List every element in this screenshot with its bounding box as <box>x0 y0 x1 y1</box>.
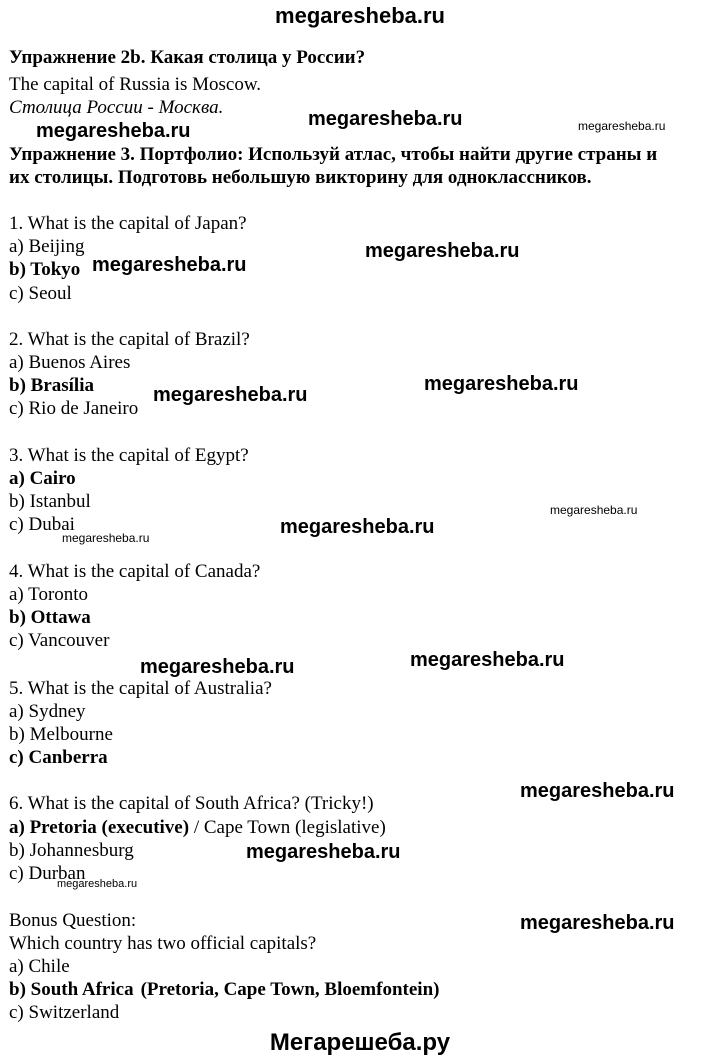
watermark: megaresheba.ru <box>280 516 435 538</box>
quiz-question-2: 2. What is the capital of Brazil? <box>9 329 250 350</box>
exercise-3-title-line2: их столицы. Подготовь небольшую викторину для одноклассников. <box>9 167 592 188</box>
watermark: megaresheba.ru <box>153 384 308 406</box>
watermark: megaresheba.ru <box>57 878 138 890</box>
bonus-option-b-correct: b) South Africa <box>9 979 134 1000</box>
watermark: megaresheba.ru <box>62 531 150 545</box>
bonus-question: Which country has two official capitals? <box>9 933 317 954</box>
quiz-6-option-c: c) Durban <box>9 863 86 884</box>
bonus-option-b <box>9 978 439 1001</box>
quiz-question-1: 1. What is the capital of Japan? <box>9 213 247 234</box>
quiz-5-option-b: b) Melbourne <box>9 724 113 745</box>
quiz-6-option-a-correct: a) Pretoria (executive) <box>9 817 190 838</box>
bonus-option-a: a) Chile <box>9 956 70 977</box>
quiz-5-option-a: a) Sydney <box>9 701 86 722</box>
exercise-3-title-line1: Упражнение 3. Портфолио: Используй атлас, чтобы найти другие страны и <box>9 144 658 165</box>
exercise-2b-answer-en: The capital of Russia is Moscow. <box>9 74 262 95</box>
quiz-4-option-c: c) Vancouver <box>9 630 110 651</box>
site-header: megaresheba.ru <box>275 3 445 28</box>
quiz-question-5: 5. What is the capital of Australia? <box>9 678 272 699</box>
quiz-3-option-b: b) Istanbul <box>9 491 91 512</box>
quiz-4-option-b-correct: b) Ottawa <box>9 607 91 628</box>
quiz-1-option-b-correct: b) Tokyo <box>9 259 81 280</box>
quiz-2-option-c: c) Rio de Janeiro <box>9 398 139 419</box>
watermark: megaresheba.ru <box>424 373 579 395</box>
watermark: megaresheba.ru <box>308 108 463 130</box>
bonus-option-b-suffix: (Pretoria, Cape Town, Bloemfontein) <box>140 979 440 1000</box>
quiz-4-option-a: a) Toronto <box>9 584 89 605</box>
quiz-question-4: 4. What is the capital of Canada? <box>9 561 261 582</box>
quiz-2-option-b-correct: b) Brasília <box>9 375 94 396</box>
quiz-1-option-a: a) Beijing <box>9 236 85 257</box>
watermark: megaresheba.ru <box>520 780 675 802</box>
quiz-6-option-b: b) Johannesburg <box>9 840 134 861</box>
exercise-2b-title: Упражнение 2b. Какая столица у России? <box>9 47 366 68</box>
quiz-6-option-a <box>9 816 386 839</box>
watermark: megaresheba.ru <box>140 656 295 678</box>
site-footer: Мегарешеба.ру <box>269 1029 451 1056</box>
quiz-1-option-c: c) Seoul <box>9 283 72 304</box>
watermark: megaresheba.ru <box>520 912 675 934</box>
watermark: megaresheba.ru <box>410 649 565 671</box>
quiz-2-option-a: a) Buenos Aires <box>9 352 131 373</box>
quiz-6-option-a-suffix: / Cape Town (legislative) <box>189 817 386 838</box>
quiz-question-6: 6. What is the capital of South Africa? (Tricky!) <box>9 793 374 814</box>
watermark: megaresheba.ru <box>92 254 247 276</box>
quiz-3-option-a-correct: a) Cairo <box>9 468 76 489</box>
bonus-label: Bonus Question: <box>9 910 137 931</box>
watermark: megaresheba.ru <box>578 119 666 133</box>
quiz-question-3: 3. What is the capital of Egypt? <box>9 445 249 466</box>
quiz-5-option-c-correct: c) Canberra <box>9 747 108 768</box>
watermark: megaresheba.ru <box>550 503 638 517</box>
quiz-3-option-c: c) Dubai <box>9 514 75 535</box>
bonus-option-c: c) Switzerland <box>9 1002 120 1023</box>
exercise-2b-answer-ru: Столица России - Москва. <box>9 97 224 118</box>
watermark: megaresheba.ru <box>246 841 401 863</box>
watermark: megaresheba.ru <box>36 120 191 142</box>
watermark: megaresheba.ru <box>365 240 520 262</box>
